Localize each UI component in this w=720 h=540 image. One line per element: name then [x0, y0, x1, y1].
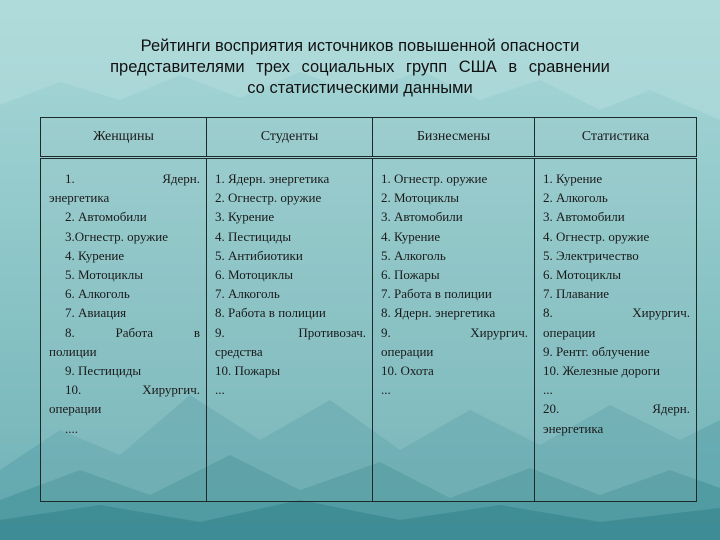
list-item: 9. Рентг. облучение — [543, 343, 650, 359]
business-column — [373, 158, 535, 502]
header-business: Бизнесмены — [373, 118, 535, 158]
list-item: 8. Ядерн. энергетика — [381, 305, 496, 321]
header-statistics: Статистика — [535, 118, 697, 158]
list-item: ... — [215, 382, 225, 398]
list-item: 7. Авиация — [65, 305, 127, 321]
list-item: 8. Работа в — [65, 324, 200, 340]
list-item: 7. Алкоголь — [215, 286, 280, 302]
statistics-column — [535, 158, 697, 502]
list-item: 1. Огнестр. оружие — [381, 171, 488, 186]
list-item: 2. Автомобили — [65, 209, 147, 225]
list-item: ... — [381, 382, 391, 398]
list-item: 1. Ядерн. — [65, 171, 200, 186]
list-item: 3. Курение — [215, 209, 275, 225]
list-item: 2. Алкоголь — [543, 190, 608, 206]
header-students: Студенты — [207, 118, 373, 158]
list-item: 10. Хирургич. — [65, 382, 200, 398]
list-item: 5. Электричество — [543, 247, 639, 263]
list-item: 7. Работа в полиции — [381, 286, 492, 302]
list-item: 4. Курение — [65, 247, 125, 263]
list-item: операции — [49, 401, 102, 417]
title-line-3: со статистическими данными — [247, 79, 473, 97]
list-item: 5. Алкоголь — [381, 247, 446, 263]
list-item: 3. Автомобили — [543, 209, 625, 225]
list-item: энергетика — [49, 190, 110, 206]
list-item: 6. Мотоциклы — [543, 267, 622, 283]
table-body-row — [41, 158, 697, 502]
list-item: 6. Пожары — [381, 267, 440, 283]
title-line-1: Рейтинги восприятия источников повышенной опасности — [140, 37, 580, 55]
list-item: 8. Хирургич. — [543, 305, 690, 321]
list-item: полиции — [49, 343, 97, 359]
list-item: 9. Хирургич. — [381, 324, 528, 340]
list-item: 8. Работа в полиции — [215, 305, 326, 321]
list-item: ... — [543, 382, 553, 398]
list-item: 6. Алкоголь — [65, 286, 130, 302]
women-column — [41, 158, 207, 502]
list-item: 7. Плавание — [543, 286, 610, 302]
list-item: 10. Охота — [381, 363, 434, 379]
list-item: 2. Мотоциклы — [381, 190, 460, 206]
rating-table — [40, 117, 697, 502]
list-item: 3. Автомобили — [381, 209, 463, 225]
list-item: 2. Огнестр. оружие — [215, 190, 322, 206]
list-item: 9. Пестициды — [65, 363, 142, 379]
list-item: 5. Мотоциклы — [65, 267, 144, 283]
list-item: 4. Курение — [381, 228, 441, 244]
title-line-2: представителями трех социальных групп США в сравнении — [110, 58, 610, 76]
list-item: 20. Ядерн. — [543, 401, 690, 417]
list-item: 1. Ядерн. энергетика — [215, 171, 330, 186]
list-item: 10. Железные дороги — [543, 363, 660, 379]
list-item: средства — [215, 343, 263, 359]
table-header-row — [41, 118, 697, 158]
list-item: 3.Огнестр. оружие — [65, 228, 168, 244]
list-item: операции — [543, 324, 596, 340]
slide-title — [40, 36, 680, 99]
header-women: Женщины — [41, 118, 207, 158]
students-column — [207, 158, 373, 502]
list-item: .... — [65, 420, 78, 436]
list-item: операции — [381, 343, 434, 359]
list-item: 4. Огнестр. оружие — [543, 228, 650, 244]
list-item: энергетика — [543, 420, 604, 436]
list-item: 5. Антибиотики — [215, 247, 303, 263]
list-item: 9. Противозач. — [215, 324, 366, 340]
list-item: 6. Мотоциклы — [215, 267, 294, 283]
list-item: 10. Пожары — [215, 363, 281, 379]
list-item: 4. Пестициды — [215, 228, 292, 244]
list-item: 1. Курение — [543, 171, 603, 186]
